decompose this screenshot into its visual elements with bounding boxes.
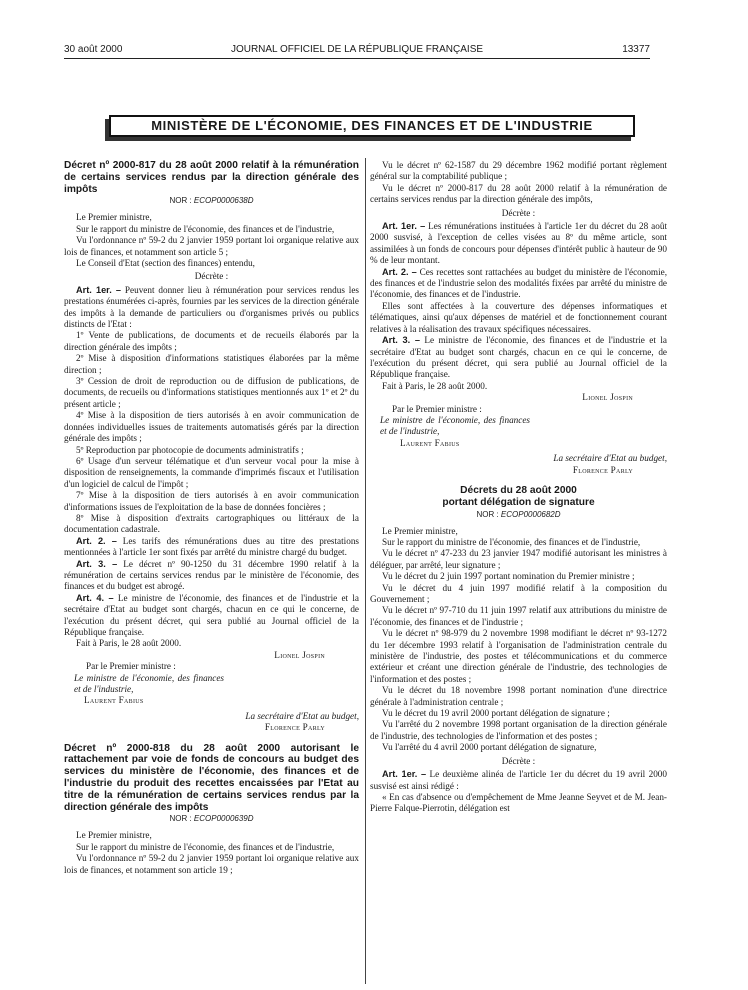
decree1-item-3: 3º Cession de droit de reproduction ou de diffusion de publications, de documents, de recueils ou d'informations statistiques mentionnés aux 1º et 2º du présent article ; [64, 376, 359, 409]
decree1-para: Le Conseil d'Etat (section des finances) entendu, [76, 258, 255, 269]
decree1-secretary-title: La secrétaire d'Etat au budget, [245, 710, 359, 721]
decree1-secretary-signature: Florence Parly [264, 722, 325, 733]
decree1-para: Sur le rapport du ministre de l'économie, des finances et de l'industrie, [76, 223, 335, 234]
decree3-article-1-cont: « En cas d'absence ou d'empêchement de Mme Jeanne Seyvet et de M. Jean-Pierre Falque-Pierrotin, délégation est [370, 791, 667, 814]
decree1-item-1: 1º Vente de publications, de documents et de recueils élaborés par la direction générale des impôts ; [64, 330, 359, 352]
decree3-para: Vu le décret du 2 juin 1997 portant nomination du Premier ministre ; [382, 571, 635, 582]
decree2-pm-signature: Lionel Jospin [582, 392, 633, 403]
decree1-item-8: 8º Mise à disposition d'extraits cartographiques ou littéraux de la documentation cadastrale. [64, 512, 359, 535]
decree3-para: Vu l'arrêté du 4 avril 2000 portant délégation de signature, [382, 742, 597, 753]
decree3-para: Vu le décret du 18 novembre 1998 portant nomination d'une directrice générale à l'administration centrale ; [370, 685, 667, 707]
decree3-title-line1: Décrets du 28 août 2000 [460, 484, 577, 496]
decree2-secretary-signature: Florence Parly [572, 464, 633, 475]
decree1-nor-code: ECOP0000638D [193, 196, 254, 206]
decree2-para: Sur le rapport du ministre de l'économie, des finances et de l'industrie, [76, 841, 335, 852]
decree2-done-at: Fait à Paris, le 28 août 2000. [382, 380, 488, 391]
header-date: 30 août 2000 [64, 44, 123, 55]
decree2-para: Vu l'ordonnance nº 59-2 du 2 janvier 1959 portant loi organique relative aux lois de finances, et notamment son article 19 ; [64, 853, 359, 875]
decree2-para: Le Premier ministre, [76, 830, 152, 841]
decree1-article-4: Art. 4. – Le ministre de l'économie, des finances et de l'industrie et la secrétaire d'Etat au budget sont chargés, chacun en ce qui le concerne, de l'exécution du présent décret, qui sera publié au Journal officiel de la République française. [64, 592, 359, 638]
decree2-para: Vu le décret nº 62-1587 du 29 décembre 1962 modifié portant règlement général sur la comptabilité publique ; [370, 160, 667, 182]
header-journal-title: JOURNAL OFFICIEL DE LA RÉPUBLIQUE FRANÇAISE [230, 44, 484, 55]
decree1-item-4: 4º Mise à la disposition de tiers autorisés à en avoir communication de données individuelles issues de traitements automatisés gérés par la direction générale des impôts ; [64, 410, 359, 444]
header-rule [64, 58, 650, 59]
ministry-heading: MINISTÈRE DE L'ÉCONOMIE, DES FINANCES ET DE L'INDUSTRIE [109, 115, 635, 137]
decree3-para: Sur le rapport du ministre de l'économie, des finances et de l'industrie, [382, 536, 641, 547]
decree1-pm-signature: Lionel Jospin [274, 649, 325, 660]
decree2-secretary-title: La secrétaire d'Etat au budget, [553, 453, 667, 464]
decree2-par-pm: Par le Premier ministre : [392, 403, 482, 414]
header-page-number: 13377 [622, 44, 650, 55]
decree1-decrete: Décrète : [194, 271, 229, 282]
decree2-minister-signature: Laurent Fabius [400, 437, 460, 448]
column-separator [365, 158, 366, 984]
decree2-article-2-cont: Elles sont affectées à la couverture des dépenses informatiques et télématiques, ainsi qu'aux dépenses de matériel et de fonctionnement courant relatives à la réalisation des travaux spécifiques nécessaires. [370, 300, 667, 334]
decree1-title: Décret nº 2000-817 du 28 août 2000 relatif à la rémunération de certains services rendus par la direction générale des impôts [64, 160, 359, 195]
decree1-article-1: Art. 1er. – Peuvent donner lieu à rémunération pour services rendus les prestations énumérées ci-après, fournies par les services de la direction générale des impôts à la demande de particuliers ou d'organismes privés ou publics distincts de l'Etat : [64, 284, 359, 330]
decree1-article-2: Art. 2. – Les tarifs des rémunérations dues au titre des prestations mentionnées à l'article 1er sont fixés par arrêté du ministre chargé du budget. [64, 535, 359, 558]
decree3-para: Vu le décret du 19 avril 2000 portant délégation de signature ; [382, 708, 610, 719]
decree2-article-1: Art. 1er. – Les rémunérations instituées à l'article 1er du décret du 28 août 2000 susvisé, à l'exception de celles visées au 8º du même article, sont assimilées à un fonds de concours pour dépenses d'intérêt public à hauteur de 90 % de leur montant. [370, 221, 667, 266]
decree3-decrete: Décrète : [501, 755, 536, 766]
decree1-item-2: 2º Mise à disposition d'informations statistiques élaborées par la même direction ; [64, 353, 359, 375]
decree3-para: Vu le décret nº 98-979 du 2 novembre 1998 modifiant le décret nº 93-1272 du 1er décembre 1993 relatif à l'organisation de l'administration centrale du ministère de l'industrie, des postes et télécommunications et du commerce extérieur et créant une direction générale de l'industrie, des technologies de l'information et des postes ; [370, 628, 667, 684]
decree1-para: Le Premier ministre, [76, 212, 152, 223]
decree1-par-pm: Par le Premier ministre : [86, 661, 176, 672]
decree3-article-1: Art. 1er. – Le deuxième alinéa de l'article 1er du décret du 19 avril 2000 susvisé est ainsi rédigé : [370, 769, 667, 791]
decree3-para: Le Premier ministre, [382, 525, 458, 536]
left-column [64, 160, 359, 876]
decree3-para: Vu le décret du 4 juin 1997 modifié relatif à la composition du Gouvernement ; [370, 582, 667, 604]
decree2-article-2: Art. 2. – Ces recettes sont rattachées au budget du ministère de l'économie, des finances et de l'industrie selon des modalités fixées par arrêté du ministre de l'économie, des finances et de l'industrie. [370, 266, 667, 300]
decree1-done-at: Fait à Paris, le 28 août 2000. [76, 638, 182, 649]
decree2-para: Vu le décret nº 2000-817 du 28 août 2000 relatif à la rémunération de certains services rendus par la direction générale des impôts, [370, 182, 667, 205]
decree1-item-6: 6º Usage d'un serveur télématique et d'un serveur vocal pour la mise à disposition de renseignements, la commande d'imprimés fiscaux et l'utilisation d'un logiciel de calcul de l'impôt ; [64, 455, 359, 489]
decree1-article-3: Art. 3. – Le décret nº 90-1250 du 31 décembre 1990 relatif à la rémunération de certains services rendus par le ministère de l'économie, des finances et du budget est abrogé. [64, 558, 359, 592]
decree2-minister-title: Le ministre de l'économie, des finances et de l'industrie, [380, 414, 530, 437]
decree2-nor-code: ECOP0000639D [193, 814, 254, 824]
decree2-decrete: Décrète : [501, 207, 536, 218]
decree3-nor-code: ECOP0000682D [500, 509, 561, 519]
decree3-nor: NOR : ECOP0000682D [476, 509, 561, 519]
decree3-para: Vu le décret nº 97-710 du 11 juin 1997 relatif aux attributions du ministre de l'économie, des finances et de l'industrie ; [370, 605, 667, 627]
decree2-title: Décret nº 2000-818 du 28 août 2000 autorisant le rattachement par voie de fonds de concours au budget des services du ministère de l'économie, des finances et de l'industrie du produit des recettes encaissées par l'Etat au titre de la rémunération de certains services rendus par la direction générale des impôts [64, 742, 359, 813]
page-header [64, 44, 650, 58]
decree3-para: Vu le décret nº 47-233 du 23 janvier 1947 modifié autorisant les ministres à déléguer, par arrêté, leur signature ; [370, 548, 667, 570]
decree1-item-5: 5º Reproduction par photocopie de documents administratifs ; [76, 444, 304, 455]
decree1-minister-title: Le ministre de l'économie, des finances et de l'industrie, [74, 672, 224, 695]
decree1-item-7: 7º Mise à la disposition de tiers autorisés à en avoir communication d'informations issues de l'exploitation de la base de données foncières ; [64, 490, 359, 512]
decree1-minister-signature: Laurent Fabius [84, 695, 144, 706]
decree3-para: Vu l'arrêté du 2 novembre 1998 portant organisation de la direction générale de l'industrie, des technologies de l'information et des postes ; [370, 719, 667, 741]
decree1-para: Vu l'ordonnance nº 59-2 du 2 janvier 1959 portant loi organique relative aux lois de finances, et notamment son article 5 ; [64, 235, 359, 257]
right-column [370, 160, 667, 815]
decree2-nor: NOR : ECOP0000639D [169, 814, 254, 824]
decree1-nor: NOR : ECOP0000638D [169, 196, 254, 206]
decree3-title-line2: portant délégation de signature [442, 496, 595, 508]
decree2-article-3: Art. 3. – Le ministre de l'économie, des finances et de l'industrie et la secrétaire d'Etat au budget sont chargés, chacun en ce qui le concerne, de l'exécution du présent décret, qui sera publié au Journal officiel de la République française. [370, 335, 667, 380]
